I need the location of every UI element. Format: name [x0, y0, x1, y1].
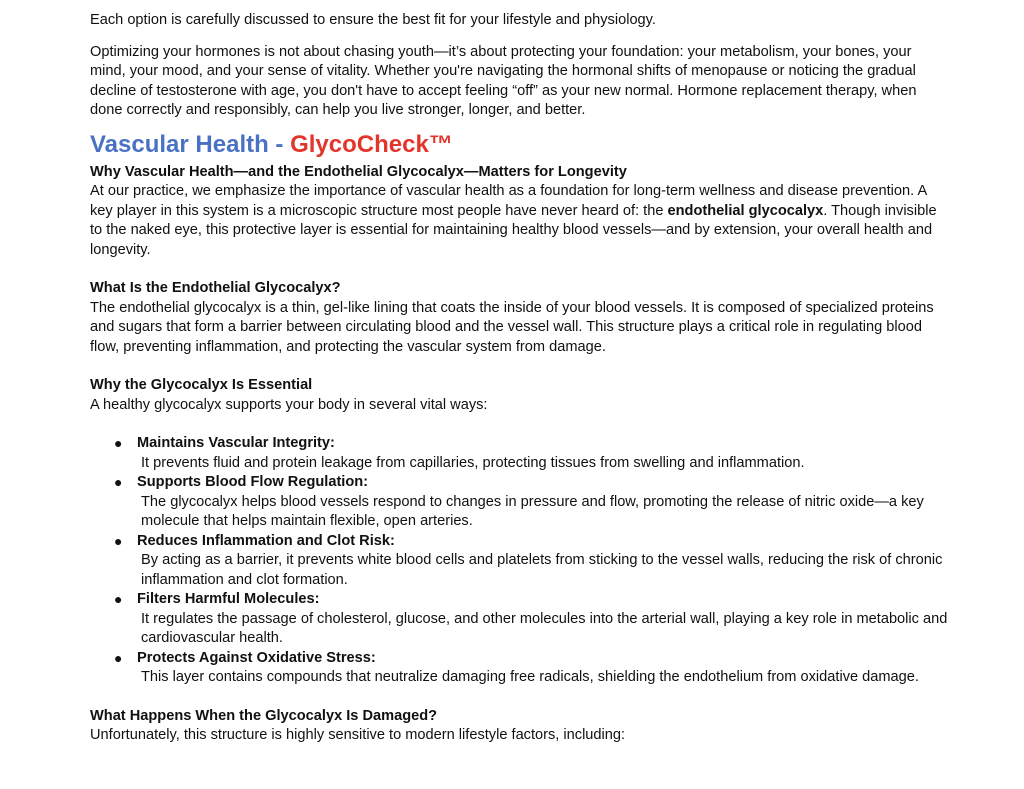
intro-paragraph: Each option is carefully discussed to ensure the best fit for your lifestyle and physiology. [90, 12, 656, 28]
why-vascular-text-before: At our practice, we emphasize the importance of vascular health as a foundation for long-term wellness and disease prevention. A key player in this system is a microscopic structure most people have never heard of: the [90, 183, 927, 219]
benefits-list [90, 434, 950, 688]
essential-intro: A healthy glycocalyx supports your body in several vital ways: [90, 396, 488, 413]
list-item-text: This layer contains compounds that neutralize damaging free radicals, shielding the endothelium from oxidative damage. [141, 669, 919, 685]
document-body [90, 11, 950, 746]
list-item-title: Supports Blood Flow Regulation: [137, 474, 369, 490]
section-title [90, 130, 950, 160]
list-item-text: It prevents fluid and protein leakage from capillaries, protecting tissues from swelling and inflammation. [141, 454, 805, 471]
list-item-text: The glycocalyx helps blood vessels respond to changes in pressure and flow, promoting the release of nitric oxide—a key molecule that helps maintain flexible, open arteries. [141, 493, 924, 529]
essential-block [90, 376, 950, 415]
essential-heading: Why the Glycocalyx Is Essential [90, 377, 313, 393]
bullet-icon: ● [114, 649, 123, 666]
list-item-title: Maintains Vascular Integrity: [137, 435, 335, 451]
what-is-text: The endothelial glycocalyx is a thin, gel-like lining that coats the inside of your blood vessels. It is composed of specialized proteins and sugars that form a barrier between circulating blood and the vessel wall. This structure plays a critical role in regulating blood flow, preventing inflammation, and protecting the vascular system from damage. [90, 299, 934, 355]
section-title-glycocheck: GlycoCheck™ [290, 130, 453, 158]
bullet-icon: ● [114, 435, 123, 451]
list-item-text: By acting as a barrier, it prevents white blood cells and platelets from sticking to the vessel walls, reducing the risk of chronic inflammation and clot formation. [141, 552, 943, 588]
damaged-heading: What Happens When the Glycocalyx Is Damaged? [90, 707, 438, 724]
bullet-icon: ● [114, 532, 123, 549]
list-item [114, 649, 950, 688]
bullet-icon: ● [114, 474, 123, 490]
damaged-block [90, 707, 950, 746]
damaged-text: Unfortunately, this structure is highly sensitive to modern lifestyle factors, including: [90, 727, 626, 743]
list-item-title: Reduces Inflammation and Clot Risk: [137, 532, 395, 549]
list-item [114, 532, 950, 591]
section-title-vascular: Vascular Health - [90, 130, 291, 158]
list-item [114, 590, 950, 649]
why-vascular-block [90, 163, 950, 261]
bullet-icon: ● [114, 591, 123, 607]
why-vascular-heading: Why Vascular Health—and the Endothelial Glycocalyx—Matters for Longevity [90, 163, 627, 180]
hormones-paragraph: Optimizing your hormones is not about chasing youth—it’s about protecting your foundation: your metabolism, your bones, your mind, your mood, and your sense of vitality. Whether you're navigating the hormonal shifts of menopause or noticing the gradual decline of testosterone with age, you don't have to accept feeling “off” as your new normal. Hormone replacement therapy, when done correctly and responsibly, can help you live stronger, longer, and better. [90, 43, 917, 118]
list-item-title: Protects Against Oxidative Stress: [137, 649, 376, 666]
endothelial-glycocalyx-term: endothelial glycocalyx [667, 202, 824, 219]
list-item [114, 473, 950, 532]
list-item [114, 434, 950, 473]
what-is-block [90, 279, 950, 357]
why-vascular-text-after: . Though invisible to the naked eye, this protective layer is essential for maintaining healthy blood vessels—and by extension, your overall health and longevity. [90, 202, 937, 258]
list-item-title: Filters Harmful Molecules: [137, 591, 320, 607]
why-vascular-text [90, 182, 950, 260]
what-is-heading: What Is the Endothelial Glycocalyx? [90, 280, 341, 296]
list-item-text: It regulates the passage of cholesterol, glucose, and other molecules into the arterial wall, playing a key role in metabolic and cardiovascular health. [141, 610, 948, 646]
